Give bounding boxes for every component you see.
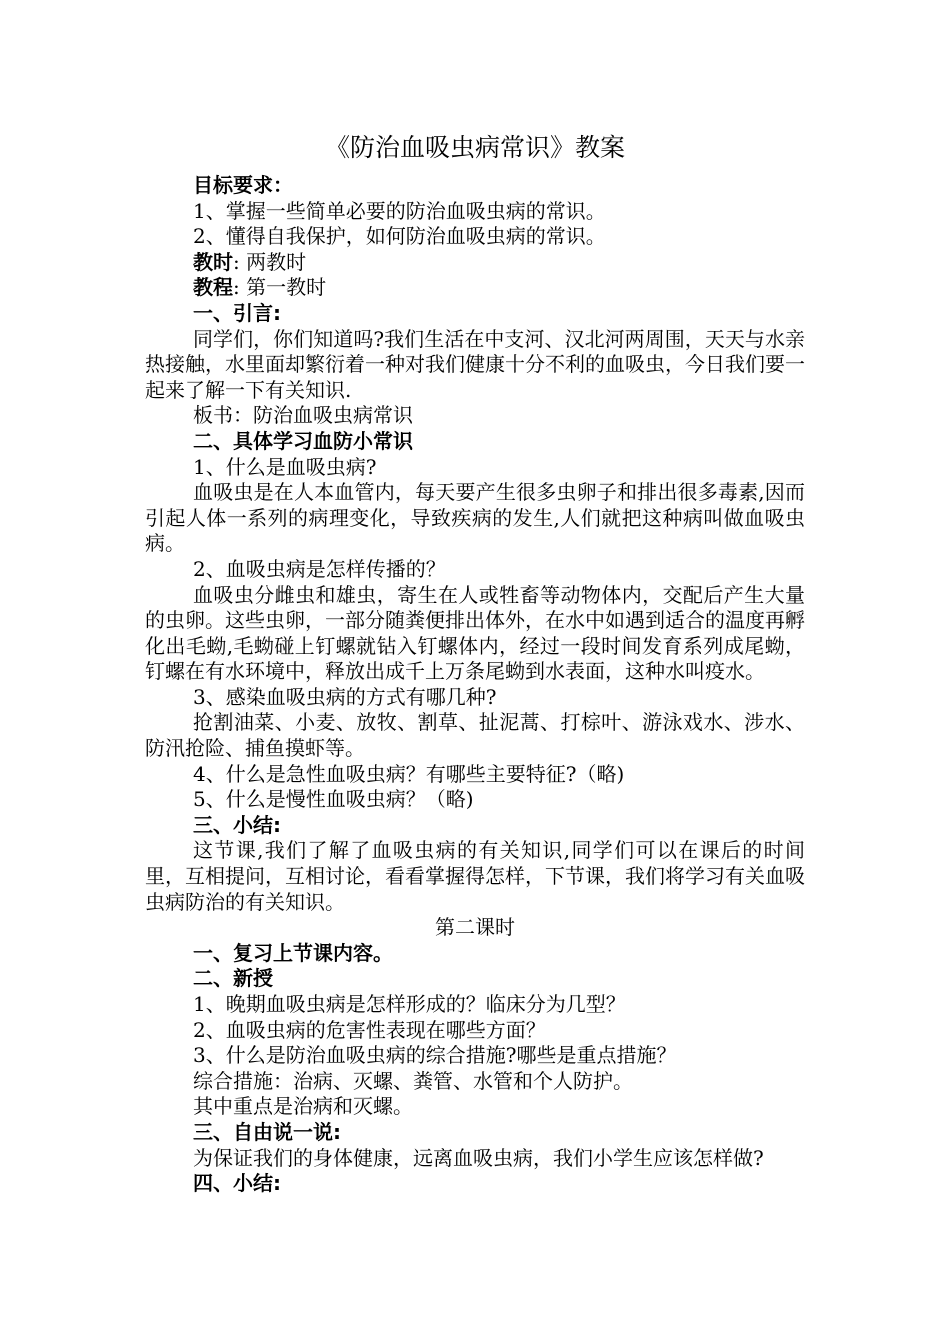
paragraph: 综合措施：治病、灭螺、粪管、水管和个人防护。 xyxy=(193,1068,633,1093)
paragraph: 血吸虫分雌虫和雄虫，寄生在人或牲畜等动物体内，交配后产生大量的虫卵。这些虫卵，一部分随粪便排出体外，在水中如遇到适合的温度再孵化出毛蚴,毛蚴碰上钉螺就钻入钉螺体内，经过一段时间发育系列成尾蚴，钉螺在有水环境中，释放出成千上万条尾蚴到水表面，这种水叫疫水。 xyxy=(145,582,805,684)
process-label: 教程 xyxy=(193,275,233,300)
question: 1、什么是血吸虫病? xyxy=(193,454,377,479)
question: 2、血吸虫病的危害性表现在哪些方面？ xyxy=(193,1017,546,1042)
question: 3、什么是防治血吸虫病的综合措施?哪些是重点措施？ xyxy=(193,1043,677,1068)
paragraph: 抢割油菜、小麦、放牧、割草、扯泥蒿、打棕叶、游泳戏水、涉水、防汛抢险、捕鱼摸虾等。 xyxy=(145,710,805,761)
paragraph: 为保证我们的身体健康，远离血吸虫病，我们小学生应该怎样做? xyxy=(193,1145,764,1170)
lesson-heading: 第二课时 xyxy=(435,915,515,940)
question: 5、什么是慢性血吸虫病？（略) xyxy=(193,787,474,812)
section-heading: 二、新授 xyxy=(193,966,273,991)
process-line xyxy=(145,275,805,301)
hours-value: : 两教时 xyxy=(233,249,307,274)
question: 1、晚期血吸虫病是怎样形成的？临床分为几型？ xyxy=(193,992,626,1016)
paragraph: 这节课,我们了解了血吸虫病的有关知识,同学们可以在课后的时间里，互相提问，互相讨论，看看掌握得怎样，下节课，我们将学习有关血吸虫病防治的有关知识。 xyxy=(145,838,805,914)
section-heading: 三、自由说一说: xyxy=(193,1119,341,1144)
document-body xyxy=(145,173,805,1197)
question: 3、感染血吸虫病的方式有哪几种? xyxy=(193,684,497,709)
goal-item: 1、掌握一些简单必要的防治血吸虫病的常识。 xyxy=(193,198,606,223)
question: 2、血吸虫病是怎样传播的？ xyxy=(193,556,446,581)
paragraph: 同学们，你们知道吗?我们生活在中支河、汉北河两周围，天天与水亲热接触，水里面却繁衍着一种对我们健康十分不利的血吸虫，今日我们要一起来了解一下有关知识. xyxy=(145,326,805,402)
section-heading: 二、具体学习血防小常识 xyxy=(193,428,413,453)
question: 4、什么是急性血吸虫病？有哪些主要特征?（略) xyxy=(193,761,625,786)
hours-line xyxy=(145,250,805,276)
section-heading: 三、小结: xyxy=(193,812,281,837)
paragraph: 血吸虫是在人本血管内，每天要产生很多虫卵子和排出很多毒素,因而引起人体一系列的病理变化，导致疾病的发生,人们就把这种病叫做血吸虫病。 xyxy=(145,480,805,556)
goal-item: 2、懂得自我保护，如何防治血吸虫病的常识。 xyxy=(193,224,606,249)
process-value: : 第一教时 xyxy=(233,275,327,300)
board-note: 板书：防治血吸虫病常识 xyxy=(193,403,413,428)
hours-label: 教时 xyxy=(193,249,233,274)
document-title: 《防治血吸虫病常识》教案 xyxy=(324,133,625,162)
paragraph: 其中重点是治病和灭螺。 xyxy=(193,1094,413,1119)
section-heading: 一、引言: xyxy=(193,300,281,325)
section-heading: 四、小结: xyxy=(193,1171,281,1196)
goal-heading: 目标要求： xyxy=(193,173,293,197)
section-heading: 一、复习上节课内容。 xyxy=(193,940,393,965)
